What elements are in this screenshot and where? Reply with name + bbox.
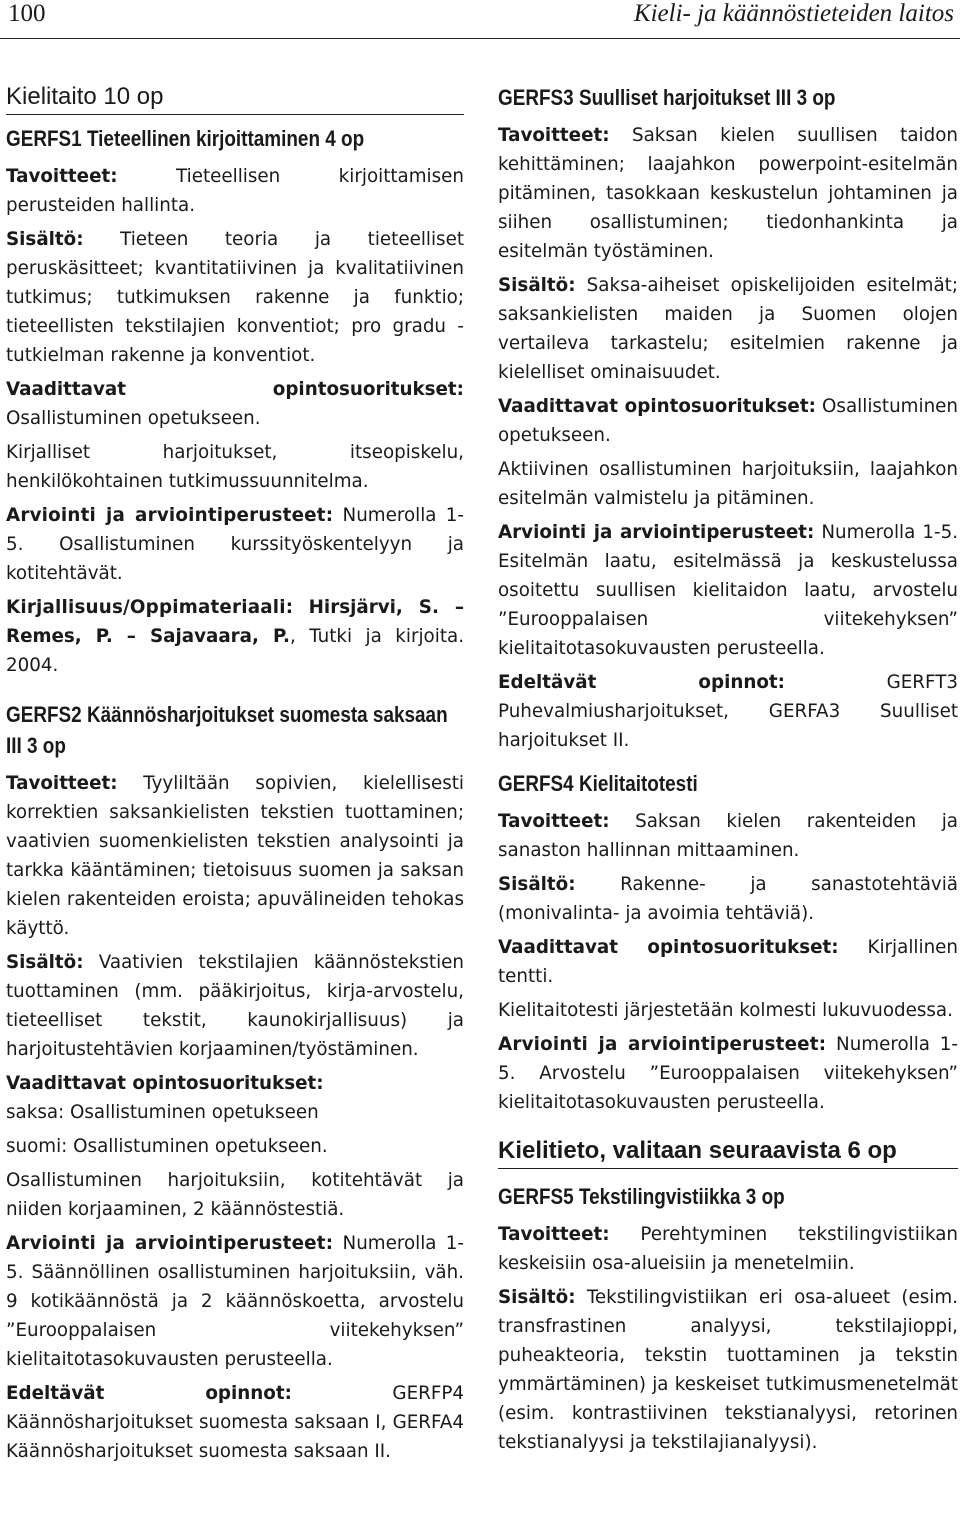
requirements-label: Vaadittavat opintosuoritukset: (6, 379, 464, 400)
goals-text: Tyyliltään sopivien, kielellisesti korrektien saksankielisten tekstien tuottaminen; vaativien suomenkielisten tekstien analysointi ja tarkka kääntäminen; tietoisuus suomen ja saksan kielen rakenteiden eroista; apuvälineiden tehokas käyttö. (6, 773, 464, 939)
course-prerequisites (6, 1379, 464, 1466)
course-gerfs4 (498, 768, 958, 1117)
evaluation-text: Numerolla 1-5. Säännöllinen osallistuminen harjoituksiin, väh. 9 kotikäännöstä ja 2 käännöskoetta, arvostelu ”Eurooppalaisen viitekehyksen” kielitaitotasokuvausten perusteella. (6, 1233, 464, 1370)
evaluation-text: Numerolla 1-5. Esitelmän laatu, esitelmässä ja keskustelussa osoitettu suullisen kielitaidon laatu, arvostelu ”Eurooppalaisen viitekehyksen” kielitaitotasokuvausten perusteella. (498, 522, 959, 659)
content-label: Sisältö: (498, 874, 576, 895)
requirements-text: Osallistuminen opetukseen. (498, 396, 958, 446)
section-heading-kielitaito: Kielitaito 10 op (6, 82, 464, 115)
evaluation-label: Arviointi ja arviointiperusteet: (6, 1233, 334, 1254)
page-header (0, 0, 960, 34)
course-evaluation (498, 1030, 958, 1117)
course-content (498, 1283, 958, 1457)
course-content (6, 225, 464, 370)
requirements-text: Osallistuminen opetukseen. (6, 408, 261, 429)
course-requirements-german: saksa: Osallistuminen opetukseen (6, 1102, 319, 1123)
course-goals (498, 807, 958, 865)
course-title: GERFS3 Suulliset harjoitukset III 3 op (498, 85, 836, 110)
course-prerequisites (498, 668, 958, 755)
course-literature (6, 593, 464, 680)
course-title: GERFS1 Tieteellinen kirjoittaminen 4 op (6, 126, 365, 151)
course-gerfs5 (498, 1181, 958, 1457)
goals-text: Saksan kielen rakenteiden ja sanaston hallinnan mittaaminen. (498, 811, 958, 861)
course-requirements-extra: Osallistuminen harjoituksiin, kotitehtävät ja niiden korjaaminen, 2 käännöstestiä. (6, 1170, 464, 1220)
requirements-text: Kirjallinen tentti. (498, 937, 958, 987)
prerequisites-label: Edeltävät opinnot: (498, 672, 785, 693)
prerequisites-text: GERFT3 Puhevalmiusharjoitukset, GERFA3 Suulliset harjoitukset II. (498, 672, 958, 751)
goals-label: Tavoitteet: (498, 811, 610, 832)
course-requirements (6, 375, 464, 433)
requirements-label: Vaadittavat opintosuoritukset: (6, 1073, 324, 1094)
evaluation-text: Numerolla 1-5. Arvostelu ”Eurooppalaisen viitekehyksen” kielitaitotasokuvausten perusteella. (498, 1034, 958, 1113)
goals-label: Tavoitteet: (498, 125, 610, 146)
course-requirements-extra: Kirjalliset harjoitukset, itseopiskelu, henkilökohtainen tutkimussuunnitelma. (6, 442, 464, 492)
content-label: Sisältö: (498, 275, 576, 296)
course-title: GERFS5 Tekstilingvistiikka 3 op (498, 1184, 785, 1209)
course-requirements (498, 933, 958, 991)
evaluation-label: Arviointi ja arviointiperusteet: (6, 505, 334, 526)
left-column (6, 82, 464, 1471)
running-head: Kieli- ja käännöstieteiden laitos (633, 0, 954, 27)
course-evaluation (6, 1229, 464, 1374)
course-goals (498, 121, 958, 266)
course-requirements (498, 392, 958, 450)
course-gerfs1 (6, 123, 464, 680)
content-text: Tieteen teoria ja tieteelliset peruskäsitteet; kvantitatiivinen ja kvalitatiivinen tutkimus; tutkimuksen rakenne ja funktio; tieteellisten tekstilajien konventiot; pro gradu -tutkielman rakenne ja konventiot. (6, 229, 464, 366)
course-gerfs2 (6, 699, 464, 1466)
page-number: 100 (8, 0, 46, 27)
requirements-label: Vaadittavat opintosuoritukset: (498, 396, 816, 417)
goals-text: Saksan kielen suullisen taidon kehittäminen; laajahkon powerpoint-esitelmän pitäminen, tasokkaan keskustelun johtaminen ja siihen osallistuminen; tiedonhankinta ja esitelmän työstäminen. (498, 125, 958, 262)
course-evaluation (498, 518, 958, 663)
evaluation-label: Arviointi ja arviointiperusteet: (498, 1034, 827, 1055)
course-content (498, 870, 958, 928)
prerequisites-label: Edeltävät opinnot: (6, 1383, 292, 1404)
course-goals (6, 769, 464, 943)
goals-label: Tavoitteet: (6, 166, 118, 187)
literature-authors: Hirsjärvi, S. – Remes, P. – Sajavaara, P. (6, 597, 464, 647)
literature-title: , Tutki ja kirjoita. 2004. (6, 626, 464, 676)
course-requirements-extra: Aktiivinen osallistuminen harjoituksiin, laajahkon esitelmän valmistelu ja pitäminen. (498, 459, 958, 509)
evaluation-text: Numerolla 1-5. Osallistuminen kurssityöskentelyyn ja kotitehtävät. (6, 505, 464, 584)
content-text: Rakenne- ja sanastotehtäviä (monivalinta- ja avoimia tehtäviä). (498, 874, 958, 924)
header-rule (0, 38, 960, 39)
right-column (498, 82, 958, 1462)
course-gerfs3 (498, 82, 958, 755)
literature-label: Kirjallisuus/Oppimateriaali: (6, 597, 294, 618)
course-content (498, 271, 958, 387)
course-goals (6, 162, 464, 220)
evaluation-label: Arviointi ja arviointiperusteet: (498, 522, 815, 543)
section-heading-kielitieto: Kielitieto, valitaan seuraavista 6 op (498, 1136, 958, 1169)
goals-label: Tavoitteet: (498, 1224, 610, 1245)
content-label: Sisältö: (6, 952, 84, 973)
course-goals (498, 1220, 958, 1278)
content-text: Saksa-aiheiset opiskelijoiden esitelmät; saksankielisten maiden ja Suomen olojen vertaileva tarkastelu; esitelmien rakenne ja kielelliset ominaisuudet. (498, 275, 958, 383)
course-evaluation (6, 501, 464, 588)
course-requirements-finnish: suomi: Osallistuminen opetukseen. (6, 1136, 328, 1157)
content-label: Sisältö: (498, 1287, 576, 1308)
goals-label: Tavoitteet: (6, 773, 118, 794)
goals-text: Tieteellisen kirjoittamisen perusteiden hallinta. (6, 166, 464, 216)
requirements-label: Vaadittavat opintosuoritukset: (498, 937, 839, 958)
course-requirements-extra: Kielitaitotesti järjestetään kolmesti lukuvuodessa. (498, 1000, 953, 1021)
content-text: Vaativien tekstilajien käännöstekstien tuottaminen (mm. pääkirjoitus, kirja-arvostelu, tieteelliset tekstit, kaunokirjallisuus) ja harjoitustehtävien korjaaminen/työstäminen. (6, 952, 464, 1060)
content-label: Sisältö: (6, 229, 84, 250)
course-title: GERFS2 Käännösharjoitukset suomesta saksaan III 3 op (6, 702, 448, 758)
course-title: GERFS4 Kielitaitotesti (498, 771, 698, 796)
prerequisites-text: GERFP4 Käännösharjoitukset suomesta saksaan I, GERFA4 Käännösharjoitukset suomesta saksaan II. (6, 1383, 464, 1462)
course-requirements-label (6, 1069, 464, 1098)
goals-text: Perehtyminen tekstilingvistiikan keskeisiin osa-alueisiin ja menetelmiin. (498, 1224, 958, 1274)
content-text: Tekstilingvistiikan eri osa-alueet (esim. transfrastinen analyysi, tekstilajioppi, puheakteoria, tekstin tuottaminen ja tekstin ymmärtäminen) ja keskeiset tutkimusmenetelmät (esim. kontrastiivinen tekstianalyysi, retorinen tekstianalyysi ja tekstilajianalyysi). (498, 1287, 959, 1453)
course-content (6, 948, 464, 1064)
